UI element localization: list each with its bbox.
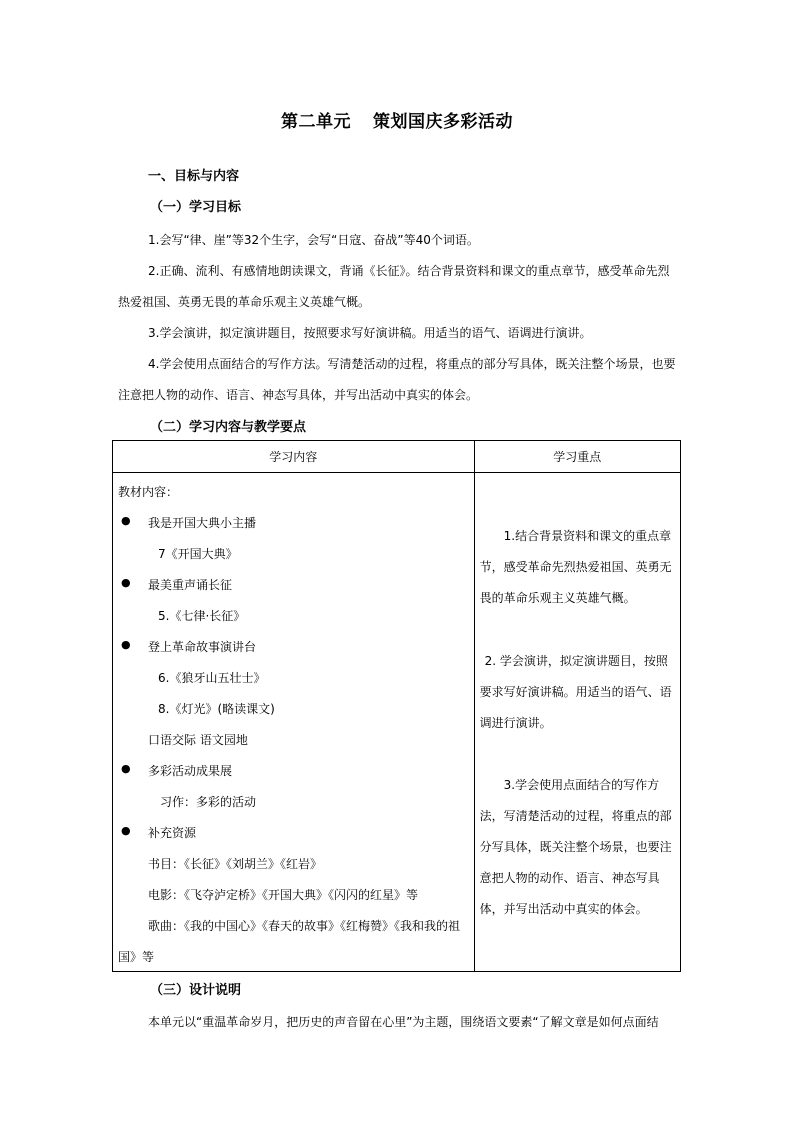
bullet-icon: ● bbox=[121, 762, 131, 775]
list-subitem: 歌曲：《我的中国心》《春天的故事》《红梅赞》《我和我的祖 bbox=[148, 919, 461, 933]
bullet-icon: ● bbox=[121, 514, 131, 527]
list-subitem: 电影：《飞夺泸定桥》《开国大典》《闪闪的红星》等 bbox=[148, 888, 419, 902]
content-cell: 教材内容： ● 我是开国大典小主播 7《开国大典》 ● 最美重声诵长征 5.《七律·长征》 ● 登上革命故事演讲台 6.《狼牙山五壮士》 8.《灯光》(略读课文) 口语交际 语文园地 ● 多彩活动成果展 习作：多彩的活动 ● 补充资源 书目：《长征》《刘胡兰》《红岩》 电影：《飞夺泸定桥》《开国大典》《闪闪的红星》等 歌曲：《我的中国心》《春天的故事》《红梅赞》《我和我的祖 国》等 bbox=[113, 473, 475, 972]
list-subitem: 6.《狼牙山五壮士》 bbox=[158, 671, 266, 685]
title-topic: 策划国庆多彩活动 bbox=[373, 112, 513, 132]
list-subitem: 5.《七律·长征》 bbox=[158, 609, 246, 623]
section-heading-goals-content: 一、目标与内容 bbox=[148, 169, 240, 184]
goal-1: 1.会写“律、崖”等32个生字，会写“日寇、奋战”等40个词语。 bbox=[148, 233, 479, 247]
table-header-focus: 学习重点 bbox=[474, 441, 680, 473]
subsection-heading-goals: （一）学习目标 bbox=[150, 200, 242, 215]
bullet-icon: ● bbox=[121, 824, 131, 837]
focus-2: 2. 学会演讲，拟定演讲题目，按照要求写好演讲稿。用适当的语气、语调进行演讲。 bbox=[479, 654, 672, 730]
subsection-heading-design: （三）设计说明 bbox=[150, 983, 242, 998]
content-label: 教材内容： bbox=[118, 485, 179, 499]
focus-1: 1.结合背景资料和课文的重点章节，感受革命先烈热爱祖国、英勇无畏的革命乐观主义英雄气概。 bbox=[479, 529, 672, 605]
title-unit: 第二单元 bbox=[281, 112, 351, 132]
goal-2-line-1: 2.正确、流利、有感情地朗读课文，背诵《长征》。结合背景资料和课文的重点章节，感受革命先烈 bbox=[148, 264, 670, 278]
content-table bbox=[112, 440, 681, 972]
focus-cell bbox=[474, 473, 680, 972]
goal-4-line-2: 注意把人物的动作、语言、神态写具体，并写出活动中真实的体会。 bbox=[118, 388, 479, 402]
page-title bbox=[0, 107, 794, 132]
list-subitem: 书目：《长征》《刘胡兰》《红岩》 bbox=[148, 857, 323, 871]
goal-4-line-1: 4.学会使用点面结合的写作方法。写清楚活动的过程，将重点的部分写具体，既关注整个场景，也要 bbox=[148, 357, 676, 371]
bullet-icon: ● bbox=[121, 576, 131, 589]
focus-3: 3.学会使用点面结合的写作方法，写清楚活动的过程，将重点的部分写具体，既关注整个场景，也要注意把人物的动作、语言、神态写具体，并写出活动中真实的体会。 bbox=[479, 778, 672, 916]
bullet-icon: ● bbox=[121, 638, 131, 651]
list-subitem: 习作：多彩的活动 bbox=[160, 795, 257, 809]
design-paragraph: 本单元以“重温革命岁月，把历史的声音留在心里”为主题，围绕语文要素“了解文章是如何点面结 bbox=[148, 1015, 659, 1029]
table-header-content: 学习内容 bbox=[113, 441, 475, 473]
list-subitem: 口语交际 语文园地 bbox=[148, 733, 248, 747]
goal-3: 3.学会演讲，拟定演讲题目，按照要求写好演讲稿。用适当的语气、语调进行演讲。 bbox=[148, 326, 592, 340]
subsection-heading-content: （二）学习内容与教学要点 bbox=[150, 420, 307, 435]
goal-2-line-2: 热爱祖国、英勇无畏的革命乐观主义英雄气概。 bbox=[118, 295, 371, 309]
list-subitem-wrap: 国》等 bbox=[118, 950, 155, 964]
list-subitem: 7《开国大典》 bbox=[158, 547, 238, 561]
list-subitem: 8.《灯光》(略读课文) bbox=[158, 702, 275, 716]
